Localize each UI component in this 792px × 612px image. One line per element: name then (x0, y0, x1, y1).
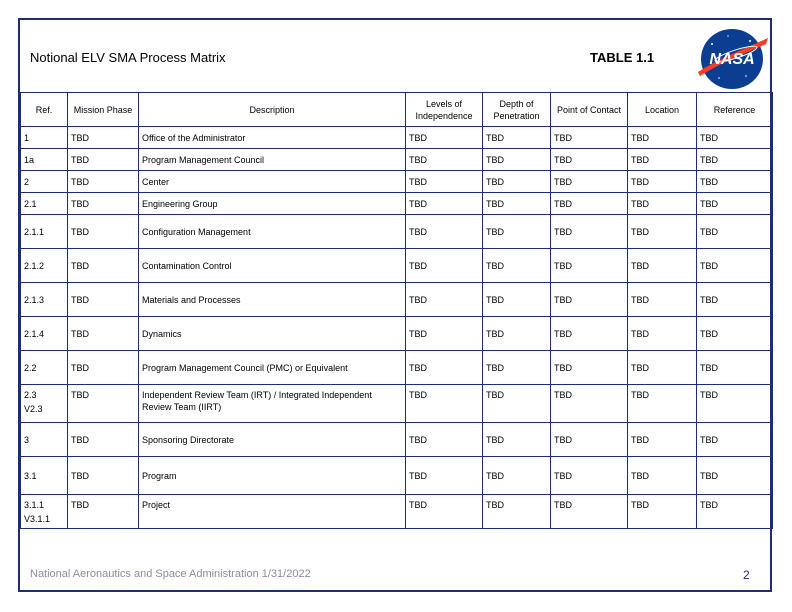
cell-ref: 1 (21, 127, 68, 149)
cell-levels: TBD (406, 457, 483, 495)
col-location: Location (628, 93, 697, 127)
cell-levels: TBD (406, 283, 483, 317)
cell-phase: TBD (68, 127, 139, 149)
cell-ref: 2.1.4 (21, 317, 68, 351)
cell-ref: 2.1 (21, 193, 68, 215)
cell-depth: TBD (483, 149, 551, 171)
cell-reference: TBD (697, 283, 773, 317)
cell-phase: TBD (68, 283, 139, 317)
cell-description: Program Management Council (139, 149, 406, 171)
cell-description: Configuration Management (139, 215, 406, 249)
col-description: Description (139, 93, 406, 127)
ref-primary: 3.1.1 (24, 500, 45, 510)
cell-depth: TBD (483, 351, 551, 385)
cell-depth: TBD (483, 385, 551, 423)
cell-description: Materials and Processes (139, 283, 406, 317)
table-row (21, 351, 773, 385)
cell-reference: TBD (697, 193, 773, 215)
table-row (21, 495, 773, 529)
footer-organization: National Aeronautics and Space Administration 1/31/2022 (30, 568, 311, 580)
cell-levels: TBD (406, 149, 483, 171)
cell-depth: TBD (483, 457, 551, 495)
cell-depth: TBD (483, 193, 551, 215)
cell-poc: TBD (551, 193, 628, 215)
cell-poc: TBD (551, 317, 628, 351)
cell-phase: TBD (68, 495, 139, 529)
cell-depth: TBD (483, 317, 551, 351)
cell-description: Engineering Group (139, 193, 406, 215)
cell-description: Program (139, 457, 406, 495)
cell-phase: TBD (68, 149, 139, 171)
cell-reference: TBD (697, 127, 773, 149)
cell-levels: TBD (406, 249, 483, 283)
cell-description: Office of the Administrator (139, 127, 406, 149)
table-row (21, 171, 773, 193)
cell-reference: TBD (697, 215, 773, 249)
cell-levels: TBD (406, 385, 483, 423)
ref-secondary: V3.1.1 (24, 514, 51, 524)
col-point-of-contact: Point of Contact (551, 93, 628, 127)
table-row (21, 385, 773, 423)
cell-poc: TBD (551, 495, 628, 529)
cell-location: TBD (628, 495, 697, 529)
col-levels: Levels of Independence (406, 93, 483, 127)
cell-ref: 3.1 (21, 457, 68, 495)
cell-ref: 2 (21, 171, 68, 193)
table-row (21, 249, 773, 283)
table-label: TABLE 1.1 (590, 50, 655, 65)
cell-description: Dynamics (139, 317, 406, 351)
svg-text:NASA: NASA (709, 51, 755, 68)
cell-poc: TBD (551, 385, 628, 423)
cell-depth: TBD (483, 249, 551, 283)
cell-reference: TBD (697, 317, 773, 351)
table-row (21, 423, 773, 457)
cell-reference: TBD (697, 495, 773, 529)
cell-location: TBD (628, 423, 697, 457)
table-row (21, 149, 773, 171)
cell-depth: TBD (483, 423, 551, 457)
cell-depth: TBD (483, 171, 551, 193)
cell-phase: TBD (68, 249, 139, 283)
cell-depth: TBD (483, 283, 551, 317)
cell-ref (21, 495, 68, 529)
col-ref: Ref. (21, 93, 68, 127)
cell-description: Contamination Control (139, 249, 406, 283)
cell-levels: TBD (406, 423, 483, 457)
cell-location: TBD (628, 249, 697, 283)
cell-levels: TBD (406, 127, 483, 149)
cell-levels: TBD (406, 171, 483, 193)
table-row (21, 317, 773, 351)
cell-ref: 2.1.1 (21, 215, 68, 249)
cell-location: TBD (628, 283, 697, 317)
cell-ref: 1a (21, 149, 68, 171)
cell-location: TBD (628, 317, 697, 351)
cell-depth: TBD (483, 215, 551, 249)
cell-phase: TBD (68, 171, 139, 193)
cell-location: TBD (628, 385, 697, 423)
cell-ref: 2.2 (21, 351, 68, 385)
cell-phase: TBD (68, 385, 139, 423)
cell-poc: TBD (551, 423, 628, 457)
cell-reference: TBD (697, 423, 773, 457)
cell-levels: TBD (406, 351, 483, 385)
table-row (21, 215, 773, 249)
cell-levels: TBD (406, 495, 483, 529)
cell-reference: TBD (697, 351, 773, 385)
nasa-logo (692, 24, 772, 94)
col-mission-phase: Mission Phase (68, 93, 139, 127)
cell-depth: TBD (483, 495, 551, 529)
cell-description: Program Management Council (PMC) or Equivalent (139, 351, 406, 385)
cell-phase: TBD (68, 193, 139, 215)
page-number: 2 (743, 568, 750, 582)
cell-phase: TBD (68, 215, 139, 249)
cell-poc: TBD (551, 171, 628, 193)
table-row (21, 127, 773, 149)
cell-description: Independent Review Team (IRT) / Integrated Independent Review Team (IIRT) (139, 385, 406, 423)
cell-depth: TBD (483, 127, 551, 149)
cell-phase: TBD (68, 317, 139, 351)
cell-levels: TBD (406, 193, 483, 215)
cell-ref: 2.1.2 (21, 249, 68, 283)
cell-poc: TBD (551, 249, 628, 283)
cell-description: Sponsoring Directorate (139, 423, 406, 457)
cell-location: TBD (628, 127, 697, 149)
cell-reference: TBD (697, 385, 773, 423)
cell-poc: TBD (551, 149, 628, 171)
cell-phase: TBD (68, 457, 139, 495)
cell-poc: TBD (551, 283, 628, 317)
cell-phase: TBD (68, 423, 139, 457)
col-depth: Depth of Penetration (483, 93, 551, 127)
cell-description: Center (139, 171, 406, 193)
table-row (21, 283, 773, 317)
ref-primary: 2.3 (24, 390, 37, 400)
cell-poc: TBD (551, 351, 628, 385)
ref-secondary: V2.3 (24, 404, 43, 414)
cell-reference: TBD (697, 249, 773, 283)
process-matrix (20, 92, 772, 529)
cell-location: TBD (628, 215, 697, 249)
cell-poc: TBD (551, 215, 628, 249)
cell-location: TBD (628, 149, 697, 171)
cell-levels: TBD (406, 215, 483, 249)
cell-location: TBD (628, 351, 697, 385)
table-header-row (21, 93, 773, 127)
cell-reference: TBD (697, 149, 773, 171)
cell-levels: TBD (406, 317, 483, 351)
cell-ref (21, 385, 68, 423)
cell-poc: TBD (551, 127, 628, 149)
page-title: Notional ELV SMA Process Matrix (30, 50, 226, 65)
table-row (21, 193, 773, 215)
cell-location: TBD (628, 457, 697, 495)
cell-ref: 2.1.3 (21, 283, 68, 317)
table-row (21, 457, 773, 495)
cell-location: TBD (628, 171, 697, 193)
cell-reference: TBD (697, 171, 773, 193)
cell-description: Project (139, 495, 406, 529)
cell-reference: TBD (697, 457, 773, 495)
cell-location: TBD (628, 193, 697, 215)
col-reference: Reference (697, 93, 773, 127)
cell-ref: 3 (21, 423, 68, 457)
cell-poc: TBD (551, 457, 628, 495)
cell-phase: TBD (68, 351, 139, 385)
